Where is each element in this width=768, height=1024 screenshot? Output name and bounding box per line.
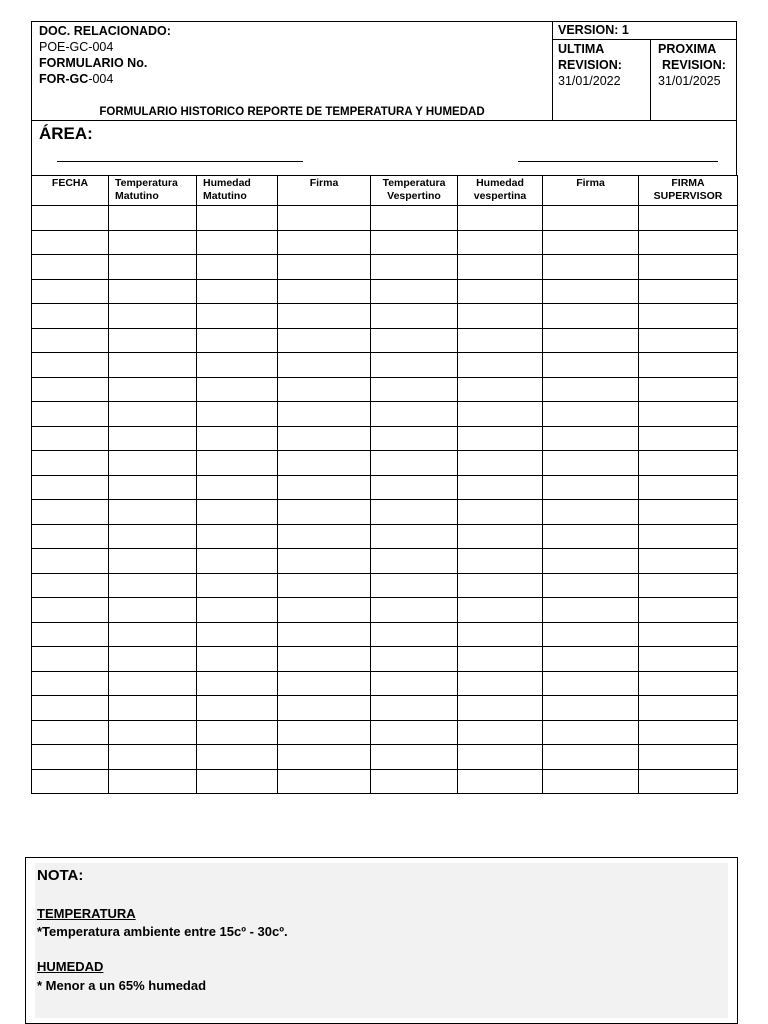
table-cell[interactable] — [639, 622, 738, 647]
table-cell[interactable] — [32, 475, 109, 500]
table-row — [32, 451, 738, 476]
table-cell[interactable] — [543, 573, 639, 598]
table-cell[interactable] — [543, 769, 639, 794]
column-header — [639, 176, 738, 206]
note-title: NOTA: — [37, 867, 84, 884]
table-cell[interactable] — [458, 304, 543, 329]
table-cell[interactable] — [371, 377, 458, 402]
table-cell[interactable] — [197, 500, 278, 525]
table-cell[interactable] — [543, 279, 639, 304]
table-cell[interactable] — [32, 206, 109, 231]
table-cell[interactable] — [109, 426, 197, 451]
table-row — [32, 426, 738, 451]
ultima-revision-label-2: REVISION: — [558, 58, 622, 72]
table-cell[interactable] — [543, 206, 639, 231]
table-cell[interactable] — [32, 671, 109, 696]
table-cell[interactable] — [371, 769, 458, 794]
table-cell[interactable] — [371, 524, 458, 549]
area-fill-line-right[interactable] — [518, 161, 718, 162]
table-cell[interactable] — [109, 402, 197, 427]
table-cell[interactable] — [109, 377, 197, 402]
table-cell[interactable] — [278, 426, 371, 451]
table-cell[interactable] — [458, 598, 543, 623]
table-cell[interactable] — [109, 769, 197, 794]
table-cell[interactable] — [32, 279, 109, 304]
table-cell[interactable] — [543, 720, 639, 745]
table-cell[interactable] — [371, 328, 458, 353]
table-cell[interactable] — [371, 206, 458, 231]
table-row — [32, 671, 738, 696]
table-cell[interactable] — [371, 549, 458, 574]
table-cell[interactable] — [543, 255, 639, 280]
table-cell[interactable] — [639, 647, 738, 672]
table-cell[interactable] — [371, 671, 458, 696]
table-cell[interactable] — [197, 573, 278, 598]
table-cell[interactable] — [197, 426, 278, 451]
table-cell[interactable] — [278, 769, 371, 794]
table-cell[interactable] — [278, 500, 371, 525]
formulario-suffix: -004 — [88, 72, 114, 86]
table-row — [32, 720, 738, 745]
temperatura-text: *Temperatura ambiente entre 15cº - 30cº. — [37, 924, 288, 939]
table-cell[interactable] — [32, 598, 109, 623]
column-header — [543, 176, 639, 206]
column-header-line: Vespertino — [387, 190, 441, 202]
temperatura-heading: TEMPERATURA — [37, 906, 136, 921]
column-header-line: vespertina — [473, 190, 527, 202]
ultima-revision-date: 31/01/2022 — [558, 74, 621, 88]
table-cell[interactable] — [458, 720, 543, 745]
table-cell[interactable] — [639, 279, 738, 304]
table-cell[interactable] — [639, 696, 738, 721]
column-header-line: Humedad — [476, 177, 524, 189]
table-cell[interactable] — [458, 475, 543, 500]
humedad-heading: HUMEDAD — [37, 959, 104, 974]
table-row — [32, 769, 738, 794]
proxima-revision-date: 31/01/2025 — [658, 74, 721, 88]
table-cell[interactable] — [278, 475, 371, 500]
table-cell[interactable] — [278, 598, 371, 623]
area-section — [31, 120, 737, 176]
area-fill-line-left[interactable] — [57, 161, 303, 162]
table-cell[interactable] — [458, 328, 543, 353]
table-cell[interactable] — [109, 696, 197, 721]
table-cell[interactable] — [109, 206, 197, 231]
table-cell[interactable] — [32, 402, 109, 427]
table-cell[interactable] — [371, 598, 458, 623]
table-cell[interactable] — [32, 377, 109, 402]
header-left-cell — [32, 22, 553, 120]
table-cell[interactable] — [197, 745, 278, 770]
table-row — [32, 377, 738, 402]
table-cell[interactable] — [458, 255, 543, 280]
table-cell[interactable] — [278, 377, 371, 402]
table-cell[interactable] — [278, 328, 371, 353]
table-cell[interactable] — [32, 720, 109, 745]
table-cell[interactable] — [109, 475, 197, 500]
table-row — [32, 206, 738, 231]
table-cell[interactable] — [278, 279, 371, 304]
column-header-line: Firma — [309, 177, 339, 189]
table-cell[interactable] — [543, 377, 639, 402]
table-cell[interactable] — [543, 304, 639, 329]
table-cell[interactable] — [278, 671, 371, 696]
table-cell[interactable] — [32, 500, 109, 525]
table-cell[interactable] — [639, 377, 738, 402]
table-cell[interactable] — [197, 549, 278, 574]
table-cell[interactable] — [109, 524, 197, 549]
table-cell[interactable] — [32, 573, 109, 598]
table-cell[interactable] — [458, 745, 543, 770]
table-row — [32, 353, 738, 378]
table-row — [32, 647, 738, 672]
table-cell[interactable] — [458, 769, 543, 794]
table-cell[interactable] — [197, 475, 278, 500]
table-cell[interactable] — [32, 426, 109, 451]
table-row — [32, 279, 738, 304]
table-row — [32, 255, 738, 280]
version-cell: VERSION: 1 — [553, 22, 736, 40]
humedad-text: * Menor a un 65% humedad — [37, 978, 207, 993]
table-cell[interactable] — [197, 671, 278, 696]
table-cell[interactable] — [278, 206, 371, 231]
table-cell[interactable] — [639, 745, 738, 770]
table-cell[interactable] — [109, 230, 197, 255]
table-cell[interactable] — [371, 451, 458, 476]
column-header-line: SUPERVISOR — [653, 190, 723, 202]
table-cell[interactable] — [371, 573, 458, 598]
table-cell[interactable] — [458, 451, 543, 476]
column-header-line: Temperatura — [115, 177, 178, 189]
table-cell[interactable] — [197, 377, 278, 402]
table-cell[interactable] — [197, 402, 278, 427]
table-cell[interactable] — [109, 451, 197, 476]
proxima-revision-cell — [652, 40, 736, 120]
table-cell[interactable] — [458, 353, 543, 378]
table-cell[interactable] — [639, 353, 738, 378]
doc-relacionado-value: POE-GC-004 — [39, 40, 114, 54]
table-cell[interactable] — [371, 475, 458, 500]
table-cell[interactable] — [458, 622, 543, 647]
table-cell[interactable] — [639, 524, 738, 549]
table-cell[interactable] — [639, 206, 738, 231]
table-cell[interactable] — [109, 647, 197, 672]
table-cell[interactable] — [197, 769, 278, 794]
table-cell[interactable] — [543, 451, 639, 476]
table-row — [32, 328, 738, 353]
table-cell[interactable] — [109, 279, 197, 304]
table-cell[interactable] — [543, 230, 639, 255]
table-cell[interactable] — [278, 353, 371, 378]
table-cell[interactable] — [32, 696, 109, 721]
note-panel — [35, 863, 728, 1018]
table-cell[interactable] — [371, 255, 458, 280]
table-cell[interactable] — [32, 255, 109, 280]
log-table — [31, 175, 738, 794]
table-cell[interactable] — [109, 622, 197, 647]
table-header-row — [32, 176, 738, 206]
table-cell[interactable] — [371, 279, 458, 304]
table-cell[interactable] — [197, 622, 278, 647]
table-cell[interactable] — [639, 426, 738, 451]
table-cell[interactable] — [32, 549, 109, 574]
table-cell[interactable] — [371, 230, 458, 255]
area-label: ÁREA: — [39, 124, 93, 143]
table-cell[interactable] — [109, 573, 197, 598]
table-row — [32, 402, 738, 427]
table-cell[interactable] — [543, 524, 639, 549]
table-cell[interactable] — [109, 598, 197, 623]
table-cell[interactable] — [458, 500, 543, 525]
table-cell[interactable] — [278, 720, 371, 745]
table-body — [32, 206, 738, 794]
table-cell[interactable] — [639, 500, 738, 525]
table-cell[interactable] — [543, 549, 639, 574]
table-row — [32, 696, 738, 721]
table-cell[interactable] — [32, 647, 109, 672]
column-header — [109, 176, 197, 206]
column-header-line: Matutino — [115, 190, 159, 202]
table-cell[interactable] — [458, 426, 543, 451]
table-cell[interactable] — [109, 500, 197, 525]
table-cell[interactable] — [639, 573, 738, 598]
table-cell[interactable] — [197, 230, 278, 255]
column-header — [32, 176, 109, 206]
table-cell[interactable] — [371, 622, 458, 647]
table-cell[interactable] — [639, 328, 738, 353]
column-header — [371, 176, 458, 206]
table-cell[interactable] — [458, 524, 543, 549]
table-cell[interactable] — [639, 255, 738, 280]
table-cell[interactable] — [278, 549, 371, 574]
table-cell[interactable] — [278, 230, 371, 255]
table-cell[interactable] — [109, 353, 197, 378]
table-cell[interactable] — [543, 598, 639, 623]
table-cell[interactable] — [458, 647, 543, 672]
table-cell[interactable] — [278, 402, 371, 427]
column-header — [278, 176, 371, 206]
table-cell[interactable] — [197, 255, 278, 280]
table-cell[interactable] — [109, 720, 197, 745]
column-header-line: Matutino — [203, 190, 247, 202]
table-cell[interactable] — [32, 745, 109, 770]
table-cell[interactable] — [543, 500, 639, 525]
table-cell[interactable] — [543, 745, 639, 770]
ultima-revision-label-1: ULTIMA — [558, 42, 605, 56]
table-row — [32, 500, 738, 525]
table-cell[interactable] — [32, 304, 109, 329]
table-cell[interactable] — [197, 696, 278, 721]
table-cell[interactable] — [278, 573, 371, 598]
formulario-value — [39, 71, 113, 87]
table-cell[interactable] — [278, 451, 371, 476]
table-cell[interactable] — [458, 279, 543, 304]
table-row — [32, 622, 738, 647]
doc-relacionado-label: DOC. RELACIONADO: — [39, 24, 171, 38]
table-cell[interactable] — [458, 573, 543, 598]
table-cell[interactable] — [32, 451, 109, 476]
table-cell[interactable] — [543, 671, 639, 696]
ultima-revision-cell — [553, 40, 651, 120]
table-cell[interactable] — [371, 745, 458, 770]
table-cell[interactable] — [458, 402, 543, 427]
table-cell[interactable] — [543, 622, 639, 647]
table-cell[interactable] — [371, 353, 458, 378]
table-cell[interactable] — [371, 720, 458, 745]
table-cell[interactable] — [109, 745, 197, 770]
table-cell[interactable] — [371, 402, 458, 427]
table-cell[interactable] — [458, 206, 543, 231]
table-cell[interactable] — [371, 304, 458, 329]
table-cell[interactable] — [197, 720, 278, 745]
table-cell[interactable] — [639, 598, 738, 623]
table-cell[interactable] — [458, 230, 543, 255]
table-cell[interactable] — [197, 206, 278, 231]
table-row — [32, 549, 738, 574]
formulario-prefix: FOR-GC — [39, 72, 89, 86]
table-cell[interactable] — [458, 377, 543, 402]
table-row — [32, 745, 738, 770]
table-cell[interactable] — [458, 549, 543, 574]
proxima-revision-label-1: PROXIMA — [658, 42, 717, 56]
table-cell[interactable] — [197, 304, 278, 329]
table-cell[interactable] — [109, 549, 197, 574]
table-cell[interactable] — [639, 304, 738, 329]
table-cell[interactable] — [32, 230, 109, 255]
table-row — [32, 598, 738, 623]
formulario-label: FORMULARIO No. — [39, 56, 148, 70]
table-cell[interactable] — [32, 524, 109, 549]
table-cell[interactable] — [639, 549, 738, 574]
table-cell[interactable] — [32, 328, 109, 353]
document-header — [31, 21, 737, 121]
table-cell[interactable] — [197, 524, 278, 549]
table-cell[interactable] — [278, 255, 371, 280]
table-cell[interactable] — [639, 671, 738, 696]
note-box — [25, 857, 738, 1024]
table-cell[interactable] — [543, 426, 639, 451]
table-cell[interactable] — [543, 402, 639, 427]
table-cell[interactable] — [109, 255, 197, 280]
column-header-line: Humedad — [203, 177, 251, 189]
table-cell[interactable] — [639, 475, 738, 500]
table-cell[interactable] — [639, 769, 738, 794]
column-header — [197, 176, 278, 206]
table-cell[interactable] — [32, 769, 109, 794]
table-cell[interactable] — [458, 671, 543, 696]
table-cell[interactable] — [197, 451, 278, 476]
table-cell[interactable] — [543, 328, 639, 353]
table-cell[interactable] — [278, 745, 371, 770]
table-cell[interactable] — [109, 671, 197, 696]
table-cell[interactable] — [371, 647, 458, 672]
table-row — [32, 573, 738, 598]
table-cell[interactable] — [278, 622, 371, 647]
table-cell[interactable] — [639, 402, 738, 427]
table-cell[interactable] — [197, 647, 278, 672]
table-row — [32, 304, 738, 329]
column-header — [458, 176, 543, 206]
column-header-line: FIRMA — [671, 177, 705, 189]
table-cell[interactable] — [278, 696, 371, 721]
table-cell[interactable] — [371, 500, 458, 525]
table-cell[interactable] — [278, 304, 371, 329]
table-row — [32, 475, 738, 500]
table-cell[interactable] — [543, 475, 639, 500]
table-cell[interactable] — [197, 328, 278, 353]
table-cell[interactable] — [197, 598, 278, 623]
table-cell[interactable] — [458, 696, 543, 721]
table-cell[interactable] — [278, 524, 371, 549]
table-cell[interactable] — [543, 696, 639, 721]
table-row — [32, 524, 738, 549]
table-cell[interactable] — [639, 720, 738, 745]
table-cell[interactable] — [639, 230, 738, 255]
table-cell[interactable] — [543, 353, 639, 378]
table-row — [32, 230, 738, 255]
table-cell[interactable] — [278, 647, 371, 672]
proxima-revision-label-2: REVISION: — [662, 58, 726, 72]
form-title: FORMULARIO HISTORICO REPORTE DE TEMPERATURA Y HUMEDAD — [99, 106, 485, 118]
table-cell[interactable] — [109, 328, 197, 353]
table-cell[interactable] — [32, 622, 109, 647]
table-cell[interactable] — [32, 353, 109, 378]
table-cell[interactable] — [109, 304, 197, 329]
table-cell[interactable] — [197, 279, 278, 304]
table-cell[interactable] — [639, 451, 738, 476]
table-cell[interactable] — [197, 353, 278, 378]
column-header-line: Temperatura — [382, 177, 446, 189]
table-cell[interactable] — [371, 696, 458, 721]
column-header-line: FECHA — [51, 177, 89, 189]
table-cell[interactable] — [543, 647, 639, 672]
table-cell[interactable] — [371, 426, 458, 451]
column-header-line: Firma — [576, 177, 605, 189]
